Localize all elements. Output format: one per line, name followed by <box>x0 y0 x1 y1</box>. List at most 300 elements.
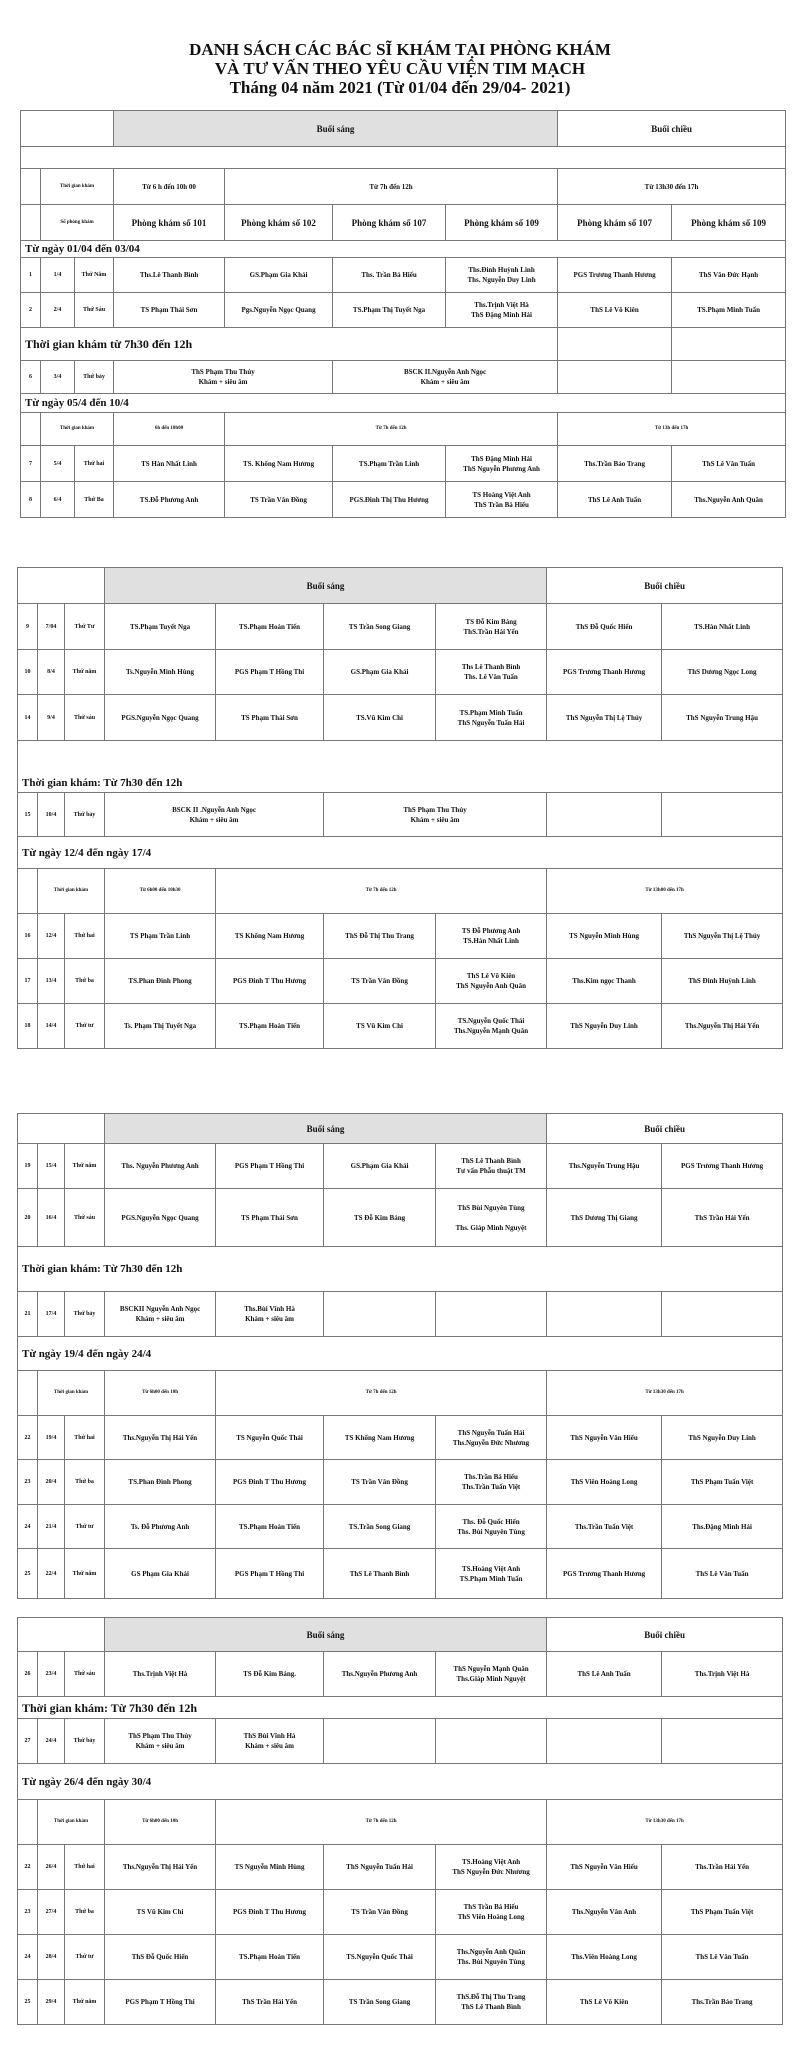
section-title: Thời gian khám: Từ 7h30 đến 12h <box>18 741 783 793</box>
doctor-cell: TS Phạm Thái Sơn <box>114 293 225 328</box>
doctor-cell: TS.Phạm Hoàn Tiến <box>216 1004 324 1049</box>
section-row <box>21 394 786 413</box>
doctor-cell: ThS Đỗ Quốc Hiển <box>547 604 662 650</box>
time-slot: Từ 13h00 đến 17h <box>547 869 783 914</box>
row-date: 15/4 <box>38 1144 65 1189</box>
row-day: Thứ sáu <box>65 1652 105 1697</box>
row-number: 23 <box>18 1890 38 1935</box>
row-day: Thứ bảy <box>65 1719 105 1764</box>
doctor-cell: ThS Viên Hoàng Long <box>547 1460 662 1505</box>
section-title: Từ ngày 12/4 đến ngày 17/4 <box>18 837 783 869</box>
title-line-1: DANH SÁCH CÁC BÁC SĨ KHÁM TẠI PHÒNG KHÁM <box>189 40 611 59</box>
doctor-cell: Ths.Trần Bảo Trang <box>558 446 672 482</box>
row-number: 25 <box>18 1549 38 1599</box>
doctor-cell <box>436 1890 547 1935</box>
doctor-cell: PGS Trương Thanh Hương <box>547 650 662 695</box>
doctor-name: TS.Nguyễn Quốc Thái <box>457 1017 525 1025</box>
section-row <box>18 1697 783 1719</box>
table-row <box>18 1980 783 2025</box>
section-title: Thời gian khám: Từ 7h30 đến 12h <box>18 1697 783 1719</box>
row-number: 6 <box>21 361 41 394</box>
row-date: 29/4 <box>38 1980 65 2025</box>
doctor-cell: Ts. Phạm Thị Tuyết Nga <box>105 1004 216 1049</box>
doctor-cell: ThS Phạm Tuấn Việt <box>662 1460 783 1505</box>
doctor-cell: TS.Phan Đình Phong <box>105 1460 216 1505</box>
doctor-cell: TS Trần Văn Đồng <box>324 1890 436 1935</box>
row-number: 23 <box>18 1460 38 1505</box>
doctor-cell <box>436 1189 547 1247</box>
table-row <box>21 258 786 293</box>
table-row <box>18 1719 783 1764</box>
doctor-cell <box>436 650 547 695</box>
doctor-cell: ThS Trần Hải Yến <box>216 1980 324 2025</box>
doctor-cell <box>436 1004 547 1049</box>
doctor-cell: Pgs.Nguyễn Ngọc Quang <box>225 293 333 328</box>
morning-header: Buổi sáng <box>105 1114 547 1144</box>
doctor-cell: PGS Phạm T Hồng Thi <box>216 1144 324 1189</box>
doctor-cell <box>105 1292 216 1337</box>
doctor-cell <box>216 1719 324 1764</box>
doctor-cell <box>436 959 547 1004</box>
table-row <box>18 1505 783 1549</box>
doctor-cell: ThS Nguyễn Thị Lệ Thủy <box>547 695 662 741</box>
table-row <box>21 361 786 394</box>
row-number: 24 <box>18 1505 38 1549</box>
row-day: Thứ năm <box>65 650 105 695</box>
doctor-name: ThS.Trần Hải Yến <box>463 627 519 636</box>
time-slot: Từ 13h30 đến 17h <box>547 1800 783 1845</box>
doctor-cell: TS Đỗ Kim Bảng. <box>216 1652 324 1697</box>
doctor-name: ThS Nguyễn Anh Quân <box>456 982 526 990</box>
table-row <box>18 695 783 741</box>
doctor-name: Ths.Nguyễn Anh Quân <box>456 1948 526 1956</box>
doctor-cell: ThS Nguyễn Văn Hiếu <box>547 1416 662 1460</box>
row-day: Thứ tư <box>65 1004 105 1049</box>
doctor-cell: PGS Trương Thanh Hương <box>547 1549 662 1599</box>
doctor-cell: ThS Đinh Huỳnh Linh <box>662 959 783 1004</box>
section-row <box>18 741 783 793</box>
doctor-cell: GS.Phạm Gia Khải <box>225 258 333 293</box>
time-slot: Từ 6h00 đến 10h <box>105 1371 216 1416</box>
doctor-cell: PGS Phạm T Hồng Thi <box>216 650 324 695</box>
room-header: Phòng khám số 107 <box>558 205 672 241</box>
table-row <box>18 1004 783 1049</box>
doctor-cell <box>333 361 558 394</box>
room-row <box>21 205 786 241</box>
doctor-cell: ThS Lê Văn Tuấn <box>662 1549 783 1599</box>
title-line-3: Tháng 04 năm 2021 (Từ 01/04 đến 29/04- 2021) <box>229 78 571 97</box>
session-header-row <box>18 1114 783 1144</box>
doctor-name: ThS Lê Võ Kiên <box>466 972 516 980</box>
doctor-cell: PGS Đinh T Thu Hương <box>216 1890 324 1935</box>
doctor-name: ThS Phạm Thu Thủy <box>191 368 255 376</box>
row-number: 22 <box>18 1845 38 1890</box>
doctor-cell: Ths.Đặng Minh Hải <box>662 1505 783 1549</box>
row-number: 22 <box>18 1416 38 1460</box>
session-header-row <box>18 568 783 604</box>
doctor-cell: ThS Lê Anh Tuấn <box>547 1652 662 1697</box>
doctor-cell: Ths.Nguyễn Thị Hải Yến <box>105 1845 216 1890</box>
row-date: 22/4 <box>38 1549 65 1599</box>
doctor-cell: PGS Trương Thanh Hương <box>558 258 672 293</box>
schedule-block-2 <box>17 567 782 1049</box>
doctor-name: ThS Bùi Vĩnh Hà <box>243 1732 296 1740</box>
doctor-cell: Ths.Kim ngọc Thanh <box>547 959 662 1004</box>
doctor-name: Ths.Trần Tuấn Việt <box>461 1483 521 1491</box>
doctor-name: ThS Nguyễn Phương Anh <box>463 464 540 473</box>
time-slot: Từ 13h30 đến 17h <box>547 1371 783 1416</box>
doctor-cell <box>446 258 558 293</box>
table-row <box>18 1416 783 1460</box>
doctor-cell: TS.Hàn Nhất Linh <box>662 604 783 650</box>
time-row <box>21 413 786 446</box>
doctor-cell: TS Khổng Nam Hương <box>216 914 324 959</box>
doctor-cell <box>436 604 547 650</box>
time-slot: Từ 7h đến 12h <box>225 169 558 205</box>
session-header-row <box>18 1618 783 1652</box>
service-note: Khám + siêu âm <box>245 1742 294 1750</box>
doctor-name: TS.Phạm Minh Tuấn <box>459 1574 523 1583</box>
doctor-cell: Ths.Nguyễn Trung Hậu <box>547 1144 662 1189</box>
row-number: 19 <box>18 1144 38 1189</box>
row-number: 14 <box>18 695 38 741</box>
doctor-cell: TS Nguyễn Minh Hùng <box>216 1845 324 1890</box>
schedule-table-3 <box>17 1113 783 1599</box>
doctor-cell: ThS Trần Hải Yến <box>662 1189 783 1247</box>
morning-header: Buổi sáng <box>105 1618 547 1652</box>
doctor-cell: TS Đỗ Kim Bảng <box>324 1189 436 1247</box>
doctor-name: BSCKII Nguyễn Anh Ngọc <box>119 1305 201 1313</box>
doctor-cell: TS Nguyễn Quốc Thái <box>216 1416 324 1460</box>
doctor-cell <box>436 1652 547 1697</box>
row-day: Thứ tư <box>65 1935 105 1980</box>
row-date: 26/4 <box>38 1845 65 1890</box>
row-number: 24 <box>18 1935 38 1980</box>
room-header: Phòng khám số 109 <box>446 205 558 241</box>
doctor-cell <box>446 446 558 482</box>
doctor-cell: Ths.Trịnh Việt Hà <box>662 1652 783 1697</box>
doctor-cell: ThS Lê Võ Kiên <box>547 1980 662 2025</box>
service-note: Khám + siêu âm <box>420 378 470 386</box>
doctor-name: Ths. Bùi Nguyên Tùng <box>457 1958 525 1966</box>
time-slot: Từ 6h00 đến 10h <box>105 1800 216 1845</box>
doctor-cell <box>436 1935 547 1980</box>
doctor-cell: Ths.Trần Bảo Trang <box>662 1980 783 2025</box>
row-date: 20/4 <box>38 1460 65 1505</box>
doctor-name: Ths.Bùi Vĩnh Hà <box>244 1305 295 1313</box>
table-row <box>21 446 786 482</box>
doctor-name: Ths.Đinh Huỳnh Linh <box>468 266 535 274</box>
doctor-name: TS Đỗ Phương Anh <box>461 927 521 935</box>
doctor-cell: TS Nguyễn Minh Hùng <box>547 914 662 959</box>
empty-row <box>21 147 786 169</box>
row-day: Thứ sáu <box>65 1189 105 1247</box>
doctor-name: TS Hoàng Việt Anh <box>472 490 531 499</box>
section-row <box>21 328 786 361</box>
afternoon-header: Buổi chiều <box>547 1618 783 1652</box>
doctor-name: Ths.Trịnh Việt Hà <box>474 301 529 309</box>
doctor-name: BSCK II.Nguyễn Anh Ngọc <box>404 368 487 376</box>
doctor-cell: PGS Trương Thanh Hương <box>662 1144 783 1189</box>
time-label: Thời gian khám <box>41 169 114 205</box>
doctor-name: ThS Lê Thanh Bình <box>461 1157 521 1165</box>
time-slot: Từ 7h đến 12h <box>225 413 558 446</box>
doctor-name: Ths.Nguyễn Mạnh Quân <box>453 1027 529 1035</box>
doctor-cell: ThS Văn Đức Hạnh <box>672 258 786 293</box>
table-row <box>18 1890 783 1935</box>
service-note: Khám + siêu âm <box>189 815 239 824</box>
row-day: Thứ ba <box>65 1890 105 1935</box>
row-day: Thứ ba <box>65 959 105 1004</box>
doctor-cell: TS Trần Song Giang <box>324 604 436 650</box>
section-title: Từ ngày 26/4 đến ngày 30/4 <box>18 1764 783 1800</box>
doctor-name: Ths.Nguyễn Đức Nhương <box>452 1438 530 1447</box>
doctor-name: TS.Hoàng Việt Anh <box>461 1564 521 1573</box>
time-slot: Từ 7h đến 12h <box>216 1800 547 1845</box>
doctor-cell: TS.Nguyễn Quốc Thái <box>324 1935 436 1980</box>
doctor-cell <box>436 1505 547 1549</box>
row-number: 9 <box>18 604 38 650</box>
row-date: 9/4 <box>38 695 65 741</box>
morning-header: Buổi sáng <box>114 111 558 147</box>
doctor-name: ThS Viên Hoàng Long <box>457 1913 525 1921</box>
doctor-name: TS.Hàn Nhất Linh <box>463 937 519 945</box>
doctor-cell: Ths.Lê Thanh Bình <box>114 258 225 293</box>
doctor-cell: TS.Trần Song Giang <box>324 1505 436 1549</box>
title-line-2: VÀ TƯ VẤN THEO YÊU CẦU VIỆN TIM MẠCH <box>214 59 586 78</box>
table-row <box>18 650 783 695</box>
row-date: 10/4 <box>38 793 65 837</box>
doctor-cell: Ths.Nguyễn Phương Anh <box>324 1652 436 1697</box>
time-slot: Từ 6 h đến 10h 00 <box>114 169 225 205</box>
row-date: 16/4 <box>38 1189 65 1247</box>
table-row <box>21 482 786 518</box>
doctor-name: Ths Lê Thanh Bình <box>461 663 521 671</box>
doctor-cell <box>446 482 558 518</box>
time-slot: Từ 13h30 đến 17h <box>558 169 786 205</box>
doctor-cell: ThS Nguyễn Duy Linh <box>547 1004 662 1049</box>
doctor-name: ThS Nguyễn Mạnh Quân <box>453 1665 529 1673</box>
doctor-cell <box>216 1292 324 1337</box>
doctor-cell: TS Hàn Nhất Linh <box>114 446 225 482</box>
row-day: Thứ năm <box>65 1980 105 2025</box>
row-number: 1 <box>21 258 41 293</box>
time-row <box>18 1800 783 1845</box>
afternoon-header: Buổi chiều <box>547 1114 783 1144</box>
doctor-cell: Ths.Viên Hoàng Long <box>547 1935 662 1980</box>
doctor-cell <box>436 1549 547 1599</box>
room-header: Phòng khám số 109 <box>672 205 786 241</box>
row-day: Thứ hai <box>65 1845 105 1890</box>
service-note: Khám + siêu âm <box>198 378 248 386</box>
doctor-cell: TS Trần Song Giang <box>324 1980 436 2025</box>
room-header: Phòng khám số 107 <box>333 205 446 241</box>
row-day: Thứ Ba <box>75 482 114 518</box>
doctor-name: Ths.Trần Bá Hiếu <box>464 1473 518 1481</box>
doctor-cell: TS Trần Văn Đồng <box>324 1460 436 1505</box>
doctor-cell: Ths. Trần Bá Hiếu <box>333 258 446 293</box>
row-day: Thứ bảy <box>65 1292 105 1337</box>
doctor-name: Ths. Đỗ Quốc Hiển <box>462 1517 520 1526</box>
room-label: Số phòng khám <box>41 205 114 241</box>
doctor-cell: GS Phạm Gia Khải <box>105 1549 216 1599</box>
service-note: Khám + siêu âm <box>135 1742 185 1750</box>
doctor-name: ThS Trần Bá Hiếu <box>463 1903 519 1911</box>
doctor-cell: ThS Lê Thanh Bình <box>324 1549 436 1599</box>
doctor-name: Ths. Bùi Nguyên Tùng <box>457 1527 525 1536</box>
schedule-table-1 <box>20 110 786 518</box>
row-number: 26 <box>18 1652 38 1697</box>
section-row <box>18 837 783 869</box>
row-day: Thứ tư <box>65 1505 105 1549</box>
table-row <box>18 959 783 1004</box>
row-date: 8/4 <box>38 650 65 695</box>
doctor-name: ThS Trần Bá Hiếu <box>474 500 529 509</box>
doctor-cell: TS Phạm Thái Sơn <box>216 1189 324 1247</box>
doctor-cell: TS Phạm Trần Linh <box>105 914 216 959</box>
doctor-cell: TS Trần Văn Đồng <box>324 959 436 1004</box>
doctor-cell <box>446 293 558 328</box>
doctor-cell: ThS Nguyễn Duy Linh <box>662 1416 783 1460</box>
row-day: Thứ hai <box>65 1416 105 1460</box>
doctor-cell: TS.Đỗ Phương Anh <box>114 482 225 518</box>
row-date: 6/4 <box>41 482 75 518</box>
row-number: 27 <box>18 1719 38 1764</box>
doctor-name: Ths. Lê Văn Tuấn <box>464 673 518 681</box>
row-day: Thứ ba <box>65 1460 105 1505</box>
doctor-cell: Ths.Trần Tuấn Việt <box>547 1505 662 1549</box>
service-note: Khám + siêu âm <box>245 1315 294 1323</box>
row-date: 3/4 <box>41 361 75 394</box>
section-row <box>21 241 786 258</box>
afternoon-header: Buổi chiều <box>547 568 783 604</box>
doctor-cell: TS.Phạm Thị Tuyết Nga <box>333 293 446 328</box>
section-row <box>18 1247 783 1292</box>
section-title: Thời gian khám: Từ 7h30 đến 12h <box>18 1247 783 1292</box>
doctor-cell: ThS Nguyễn Trung Hậu <box>662 695 783 741</box>
doctor-cell: PGS.Đinh Thị Thu Hương <box>333 482 446 518</box>
time-slot: Từ 13h đến 17h <box>558 413 786 446</box>
doctor-cell: Ths.Trịnh Việt Hà <box>105 1652 216 1697</box>
doctor-cell <box>324 793 547 837</box>
section-row <box>18 1337 783 1371</box>
row-number: 16 <box>18 914 38 959</box>
doctor-cell: TS Khổng Nam Hương <box>324 1416 436 1460</box>
doctor-name: ThS Phạm Thu Thủy <box>128 1732 192 1740</box>
room-header: Phòng khám số 101 <box>114 205 225 241</box>
row-date: 7/04 <box>38 604 65 650</box>
doctor-cell: TS Trần Văn Đồng <box>225 482 333 518</box>
row-number: 15 <box>18 793 38 837</box>
doctor-name: ThS Phạm Thu Thủy <box>403 805 467 814</box>
doctor-cell: Ths.Nguyễn Văn Anh <box>547 1890 662 1935</box>
session-header-row <box>21 111 786 147</box>
doctor-cell: ThS Nguyễn Tuấn Hải <box>324 1845 436 1890</box>
doctor-name: ThS Đặng Minh Hải <box>471 311 532 319</box>
table-row <box>18 1292 783 1337</box>
table-row <box>21 293 786 328</box>
doctor-cell: Ts. Đỗ Phương Anh <box>105 1505 216 1549</box>
doctor-cell: Ths.Trần Hải Yến <box>662 1845 783 1890</box>
row-day: Thứ Sáu <box>75 293 114 328</box>
service-note: Khám + siêu âm <box>410 815 460 824</box>
row-day: Thứ hai <box>75 446 114 482</box>
doctor-cell: TS.Phạm Hoàn Tiến <box>216 604 324 650</box>
row-date: 21/4 <box>38 1505 65 1549</box>
doctor-name: ThS Bùi Nguyên Tùng <box>457 1203 525 1212</box>
row-day: Thứ hai <box>65 914 105 959</box>
doctor-cell: PGS Đinh T Thu Hương <box>216 959 324 1004</box>
doctor-cell <box>436 1460 547 1505</box>
doctor-cell: Ths.Nguyễn Thị Hải Yến <box>662 1004 783 1049</box>
row-number: 10 <box>18 650 38 695</box>
row-day: Thứ Tư <box>65 604 105 650</box>
row-date: 24/4 <box>38 1719 65 1764</box>
doctor-name: BSCK II .Nguyễn Anh Ngọc <box>172 805 256 814</box>
section-title: Thời gian khám từ 7h30 đến 12h <box>21 328 558 361</box>
row-number: 7 <box>21 446 41 482</box>
doctor-name: ThS Nguyễn Tuấn Hải <box>457 1428 525 1437</box>
doctor-cell: TS Phạm Thái Sơn <box>216 695 324 741</box>
table-row <box>18 1144 783 1189</box>
section-title: Từ ngày 05/4 đến 10/4 <box>21 394 786 413</box>
time-label: Thời gian khám <box>38 1800 105 1845</box>
row-number: 21 <box>18 1292 38 1337</box>
time-label: Thời gian khám <box>38 869 105 914</box>
doctor-name: ThS Lê Thanh Bình <box>461 2003 521 2011</box>
doctor-name: TS.Hoàng Việt Anh <box>461 1858 521 1866</box>
doctor-cell <box>436 1980 547 2025</box>
doctor-note: Tư vấn Phẫu thuật TM <box>456 1167 526 1175</box>
time-slot: 6h đến 10h00 <box>114 413 225 446</box>
doctor-cell <box>436 1144 547 1189</box>
row-day: Thứ năm <box>65 1549 105 1599</box>
service-note: Khám + siêu âm <box>135 1315 185 1323</box>
table-row <box>18 793 783 837</box>
table-row <box>18 1935 783 1980</box>
doctor-cell: PGS.Nguyễn Ngọc Quang <box>105 695 216 741</box>
doctor-name: Ths. Nguyễn Duy Linh <box>467 276 536 284</box>
schedule-block-3 <box>17 1113 782 1599</box>
time-row <box>18 1371 783 1416</box>
row-date: 19/4 <box>38 1416 65 1460</box>
doctor-name: ThS Nguyễn Đức Nhương <box>452 1868 530 1876</box>
row-number: 8 <box>21 482 41 518</box>
doctor-cell <box>114 361 333 394</box>
doctor-cell: ThS Dương Thị Giang <box>547 1189 662 1247</box>
doctor-name: ThS Nguyễn Tuấn Hải <box>457 718 525 727</box>
doctor-cell: ThS Đỗ Thị Thu Trang <box>324 914 436 959</box>
doctor-name: ThS.Đỗ Thị Thu Trang <box>456 1993 526 2001</box>
doctor-name: TS Đỗ Kim Bảng <box>465 617 517 626</box>
doctor-cell: TS Vũ Kim Chi <box>105 1890 216 1935</box>
doctor-name: Ths. Giáp Minh Nguyệt <box>455 1223 527 1232</box>
section-title: Từ ngày 19/4 đến ngày 24/4 <box>18 1337 783 1371</box>
row-day: Thứ năm <box>65 1144 105 1189</box>
doctor-cell <box>436 1416 547 1460</box>
doctor-cell: TS.Phạm Trần Linh <box>333 446 446 482</box>
doctor-name: TS.Phạm Minh Tuấn <box>459 708 523 717</box>
schedule-table-2 <box>17 567 783 1049</box>
doctor-cell: ThS Lê Võ Kiên <box>558 293 672 328</box>
schedule-table-4 <box>17 1617 783 2025</box>
row-day: Thứ sáu <box>65 695 105 741</box>
row-date: 12/4 <box>38 914 65 959</box>
row-number: 25 <box>18 1980 38 2025</box>
time-label: Thời gian khám <box>38 1371 105 1416</box>
doctor-cell: PGS Phạm T Hồng Thi <box>105 1980 216 2025</box>
time-label: Thời gian khám <box>41 413 114 446</box>
